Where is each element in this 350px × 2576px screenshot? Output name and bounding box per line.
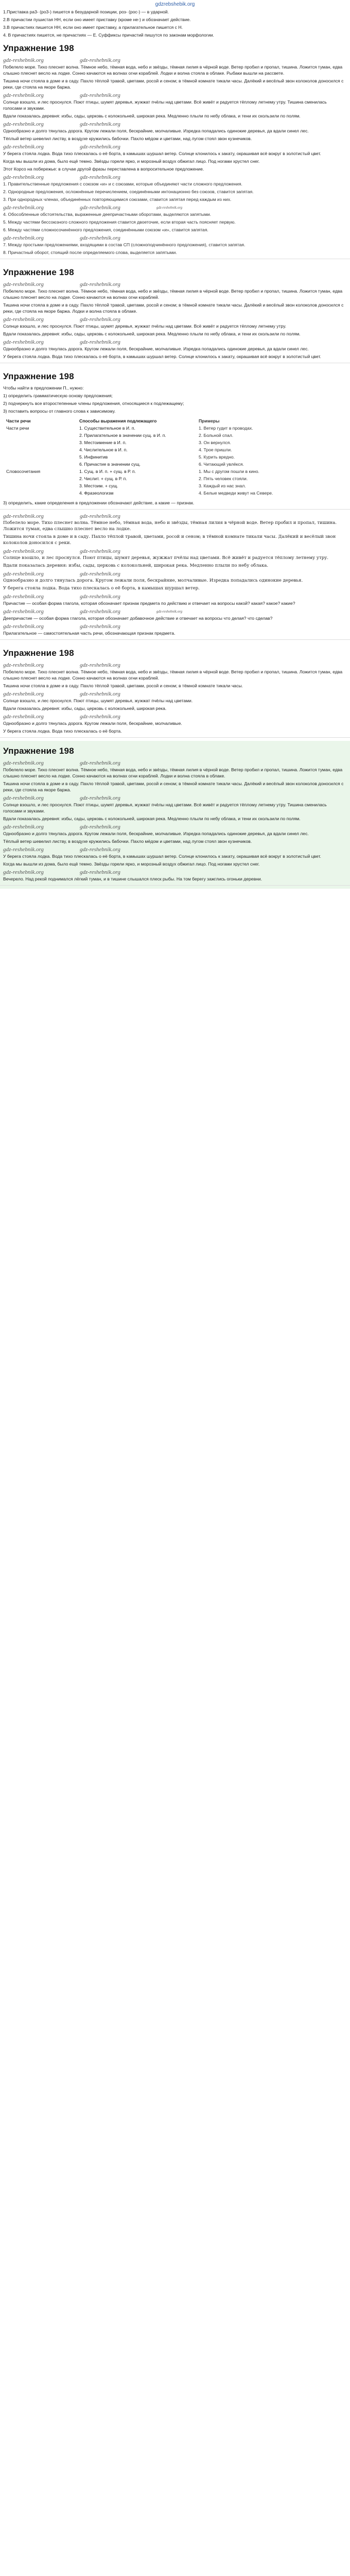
section-s2 — [0, 262, 350, 366]
watermark-text: gdz-reshebnik.org — [79, 235, 120, 241]
text-paragraph: У берега стояла лодка. Вода тихо плескалась о её борта, в камышах шуршал ветер. — [3, 586, 200, 591]
table-cell — [3, 439, 76, 446]
text-paragraph: У берега стояла лодка. Вода тихо плескалась о её борта, в камышах шуршал ветер. Солнце клонилось к закату, окрашивая всё вокруг в золотистый цвет. — [3, 354, 321, 359]
watermark-text: gdz-reshebnik.org — [3, 57, 44, 63]
text-paragraph: Солнце взошло, и лес проснулся. Поют птицы, шумят деревья, жужжат пчёлы над цветами. Всё живёт и радуется тёплому летнему утру. Тишина сменилась голосами и звуками. — [3, 99, 327, 111]
exercise-title: Упражнение 198 — [3, 371, 74, 381]
watermark-text: gdz-reshebnik.org — [3, 691, 44, 697]
table-cell: Части речи — [6, 426, 29, 431]
watermark-text: gdz-reshebnik.org — [79, 316, 120, 323]
step-item: 3) поставить вопросы от главного слова к зависимому. — [3, 409, 116, 414]
note-item: 5. Между частями бессоюзного сложного предложения ставится двоеточие, если вторая часть поясняет первую. — [3, 219, 236, 225]
watermark-text: gdz-reshebnik.org — [3, 623, 44, 630]
text-paragraph: Однообразно и долго тянулась дорога. Кругом лежали поля, бескрайние, молчаливые. Изредка попадались одинокие деревья, да вдали синел лес. — [3, 831, 309, 836]
table-row — [3, 475, 336, 482]
table-cell: 6. Причастие в значении сущ. — [79, 462, 141, 467]
table-cell — [3, 446, 76, 453]
note-item: 8. Причастный оборот, стоящий после определяемого слова, выделяется запятыми. — [3, 250, 177, 255]
grammar-rule: Деепричастие — особая форма глагола, которая обозначает добавочное действие и отвечает на вопросы что делая? что сделав? — [3, 616, 273, 621]
table-row — [3, 439, 336, 446]
watermark-text: gdz-reshebnik.org — [79, 662, 120, 668]
table-row — [3, 453, 336, 461]
watermark-text: gdz-reshebnik.org — [3, 594, 44, 600]
watermark-row — [3, 713, 347, 720]
text-paragraph: Вечерело. Над рекой поднимался лёгкий туман, и в тишине слышался плеск рыбы. На том берегу зажглись огоньки деревни. — [3, 876, 262, 882]
watermark-row — [3, 662, 347, 669]
watermark-text: gdz-reshebnik.org — [3, 205, 44, 211]
watermark-row — [3, 338, 347, 346]
text-paragraph: Когда мы вышли из дома, было ещё темно. Звёзды горели ярко, и морозный воздух обжигал лицо. Под ногами хрустел снег. — [3, 861, 260, 867]
text-paragraph: Тишина ночи стояла в доме и в саду. Пахло тёплой травой, цветами, росой и сеном; в тёмной комнате тикали часы. Далёкий и весёлый звон колоколов доносился с реки, где стояла на якоре баржа. — [3, 78, 344, 90]
table-cell: 3. Местоимение в И. п. — [79, 440, 127, 445]
watermark-text: gdz-reshebnik.org — [3, 760, 44, 766]
intro-rule: 1.Приставка pa3- (po3-) пишется в безударной позиции, роз- (рос-) — в ударной. — [3, 9, 169, 14]
watermark-text: gdz-reshebnik.org — [79, 623, 120, 630]
watermark-text: gdz-reshebnik.org — [79, 714, 120, 720]
intro-rule: 2.В причастии пушистая НН, если оно имеет приставку (кроме не-) и обозначает действие. — [3, 17, 191, 22]
watermark-text: gdz-reshebnik.org — [79, 174, 120, 180]
watermark-text: gdz-reshebnik.org — [79, 339, 120, 345]
watermark-row — [3, 608, 347, 615]
text-paragraph: Вдали показалась деревня: избы, сады, церковь с колокольней, широкая река. Медленно плыли по небу облака, и тени их скользили по полям. — [3, 113, 301, 118]
grammar-rule: Прилагательное — самостоятельная часть речи, обозначающая признак предмета. — [3, 631, 176, 636]
watermark-text: gdz-reshebnik.org — [3, 121, 44, 127]
watermark-text: gdz-reshebnik.org — [79, 92, 120, 98]
table-cell: 4. Числительное в И. п. — [79, 447, 128, 452]
watermark-text: gdz-reshebnik.org — [79, 824, 120, 830]
watermark-row — [3, 92, 347, 99]
text-paragraph: Когда мы вышли из дома, было ещё темно. Звёзды горели ярко, и морозный воздух обжигал лицо. Под ногами хрустел снег. — [3, 159, 260, 164]
table-cell: Словосочетания — [6, 469, 41, 474]
table-cell: 1. Сущ. в И. п. + сущ. в Р. п. — [79, 469, 136, 474]
note-item: 2. Однородные предложения, осложнённые перечислением, соединёнными интонационно без союзов, ставится запятая. — [3, 189, 254, 194]
text-paragraph: Тёплый ветер шевелил листву, в воздухе кружились бабочки. Пахло мёдом и цветами, над лугом стоял звон кузнечиков. — [3, 839, 252, 844]
watermark-row — [3, 234, 347, 242]
watermark-row — [3, 869, 347, 876]
table-cell: 4. Фразеологизм — [79, 490, 114, 496]
text-paragraph: Побелело море. Тихо плеснет волна. Тёмное небо, тёмная вода, небо и звёзды, тёмная лилия в чёрной воде. Ветер пробил и пропал, тишина. Ложится туман, едва слышно плеснет весло на лодке. Сонно качаются на волнах огни кораблей. Лодки и волна стояла в облаке. — [3, 767, 343, 778]
watermark-text: gdz-reshebnik.org — [79, 594, 120, 600]
watermark-text: gdz-reshebnik.org — [79, 548, 120, 554]
table-cell: 1. Существительное в И. п. — [79, 426, 135, 431]
text-paragraph: Вдали показалась деревня: избы, сады, церковь с колокольней, широкая река. — [3, 706, 167, 711]
watermark-text: gdz-reshebnik.org — [3, 846, 44, 853]
table-header-cell: Способы выражения подлежащего — [79, 418, 157, 423]
text-paragraph: Солнце взошло, и лес проснулся. Поют птицы, шумят деревья, жужжат пчёлы над цветами. Всё живёт и радуется тёплому летнему утру. — [3, 555, 329, 561]
table-cell — [3, 482, 76, 489]
watermark-small: gdz-reshebnik.org — [156, 609, 183, 614]
table-cell: 3. Местоим. + сущ. — [79, 483, 118, 488]
text-paragraph: Однообразно и долго тянулась дорога. Кругом лежали поля, бескрайние, молчаливые. Изредка попадались одинокие деревья. — [3, 578, 303, 583]
note-item: 7. Между простыми предложениями, входящими в состав СП (сложноподчинённого предложения), ставится запятая. — [3, 242, 246, 247]
table-row — [3, 468, 336, 475]
table-cell: 2. Больной спал. — [199, 433, 234, 438]
table-row — [3, 482, 336, 489]
watermark-text: gdz-reshebnik.org — [3, 144, 44, 150]
table-cell: 3. Каждый из нас знал. — [199, 483, 246, 488]
text-paragraph: У берега стояла лодка. Вода тихо плескалась о её борта, в камышах шуршал ветер. Солнце клонилось к закату, окрашивая всё вокруг в золотистый цвет. — [3, 151, 321, 156]
text-paragraph: Тишина ночи стояла в доме и в саду. Пахло тёплой травой, цветами, росой и сеном; в тёмной комнате тикали часы. Далёкий и весёлый звон колоколов доносился с реки, где стояла на якоре баржа. — [3, 781, 344, 792]
subtitle: Чтобы найти в предложении П., нужно: — [3, 385, 84, 391]
section-divider — [0, 639, 350, 640]
watermark-text: gdz-reshebnik.org — [3, 174, 44, 180]
exercise-title: Упражнение 198 — [3, 746, 74, 756]
watermark-text: gdz-reshebnik.org — [3, 92, 44, 98]
watermark-text: gdz-reshebnik.org — [79, 608, 120, 615]
watermark-row — [3, 281, 347, 288]
text-paragraph: Тёплый ветер шевелил листву, в воздухе кружились бабочки. Пахло мёдом и цветами, над лугом стоял звон кузнечиков. — [3, 136, 252, 141]
table-cell — [3, 461, 76, 468]
table-cell: 5. Инфинитив — [79, 454, 108, 460]
table-row — [3, 432, 336, 439]
grammar-rule: Причастие — особая форма глагола, которая обозначает признак предмета по действию и отвечает на вопросы какой? какая? какое? какие? — [3, 601, 295, 606]
table-row — [3, 446, 336, 453]
watermark-text: gdz-reshebnik.org — [79, 846, 120, 853]
text-paragraph: Тишина ночи стояла в доме и в саду. Пахло тёплой травой, цветами, росой и сеном; в тёмной комнате тикали часы. Далёкий и весёлый звон колоколов доносился с реки, где стояла на якоре баржа. Лодки и волна стояла в облаке. — [3, 302, 344, 314]
watermark-row — [3, 513, 347, 520]
text-paragraph: Побелело море. Тихо плеснет волна. Тёмное небо, тёмная вода, небо и звёзды, тёмная лилия в чёрной воде. Ветер пробил и пропал, тишина. Ложится туман, едва слышно плеснет весло на лодке. — [3, 520, 337, 532]
text-paragraph: Однообразно и долго тянулась дорога. Кругом лежали поля, бескрайние, молчаливые. Изредка попадались одинокие деревья, да вдали синел лес. — [3, 346, 309, 351]
watermark-row — [3, 57, 347, 64]
text-paragraph: Побелело море. Тихо плеснет волна. Тёмное небо, тёмная вода, небо и звёзды, тёмная лилия в чёрной воде. Ветер пробил и пропал, тишина. Ложится туман, едва слышно плеснет весло на лодке. Сонно качаются на волнах огни кораблей. — [3, 289, 343, 300]
table-note: 3) определить, какие определения в предложении обозначают действие, а какие — признак. — [3, 500, 195, 505]
watermark-text: gdz-reshebnik.org — [3, 571, 44, 577]
table-cell: 1. Ветер гудит в проводах. — [199, 426, 253, 431]
text-paragraph: Однообразно и долго тянулась дорога. Кругом лежали поля, бескрайние, молчаливые. — [3, 721, 182, 726]
text-paragraph: Вдали показалась деревня: избы, сады, церковь с колокольней, широкая река. Медленно плыли по небу облака, и тени их скользили по полям. — [3, 331, 301, 336]
watermark-text: gdz-reshebnik.org — [79, 795, 120, 801]
watermark-text: gdz-reshebnik.org — [3, 662, 44, 668]
watermark-text: gdz-reshebnik.org — [79, 281, 120, 287]
exercise-title: Упражнение 198 — [3, 648, 74, 658]
watermark-text: gdz-reshebnik.org — [3, 316, 44, 323]
text-paragraph: Солнце взошло, и лес проснулся. Поют птицы, шумят деревья, жужжат пчёлы над цветами. — [3, 698, 193, 703]
watermark-row — [3, 846, 347, 853]
table-cell: 2. Пять человек стояли. — [199, 476, 248, 481]
watermark-text: gdz-reshebnik.org — [79, 205, 120, 211]
step-item: 1) определить грамматическую основу предложения; — [3, 393, 113, 398]
watermark-text: gdz-reshebnik.org — [3, 281, 44, 287]
table-cell: 6. Читающий увлёкся. — [199, 462, 244, 467]
table-cell — [3, 453, 76, 461]
watermark-text: gdz-reshebnik.org — [79, 760, 120, 766]
section-s6 — [0, 741, 350, 889]
watermark-text: gdz-reshebnik.org — [79, 121, 120, 127]
step-item: 2) подчеркнуть все второстепенные члены предложения, относящиеся к подлежащему; — [3, 401, 184, 406]
section-divider — [0, 885, 350, 886]
watermark-text: gdz-reshebnik.org — [3, 513, 44, 519]
watermark-row — [3, 204, 347, 211]
watermark-text: gdz-reshebnik.org — [3, 714, 44, 720]
table-header-row — [3, 417, 336, 425]
text-paragraph: Солнце взошло, и лес проснулся. Поют птицы, шумят деревья, жужжат пчёлы над цветами. Всё живёт и радуется тёплому летнему утру. — [3, 324, 287, 329]
text-paragraph: Вдали показалась деревня: избы, сады, церковь с колокольней, широкая река. Медленно плыли по небу облака, и тени их скользили по полям. — [3, 816, 301, 821]
section-s1 — [0, 9, 350, 262]
watermark-text: gdz-reshebnik.org — [3, 548, 44, 554]
note-item: 3. При однородных членах, объединённых повторяющимися союзами, ставится запятая перед каждым из них. — [3, 197, 232, 202]
table-cell: 4. Белые медведи живут на Севере. — [199, 490, 273, 496]
table-cell — [3, 489, 76, 497]
text-paragraph: Побелело море. Тихо плеснет волна. Тёмное небо, тёмная вода, небо и звёзды, тёмная лилия в чёрной воде. Ветер пробил и пропал, тишина. Ложится туман, едва слышно плеснет весло на лодке. Сонно качаются на волнах огни кораблей. — [3, 669, 343, 681]
watermark-text: gdz-reshebnik.org — [3, 608, 44, 615]
text-paragraph: Вдали показалась деревня: избы, сады, церковь с колокольней, широкая река. Медленно плыли по небу облака. — [3, 563, 269, 568]
intro-rule: 4. В причастиях пишется, не причастиях — Е. Суффиксы причастий пишутся по законам морфологии. — [3, 32, 214, 38]
text-paragraph: У берега стояла лодка. Вода тихо плескалась о её борта. — [3, 728, 122, 734]
table-row — [3, 461, 336, 468]
watermark-row — [3, 623, 347, 630]
table-cell: 2. Прилагательное в значении сущ. в И. п. — [79, 433, 166, 438]
exercise-title: Упражнение 198 — [3, 267, 74, 277]
watermark-text: gdz-reshebnik.org — [79, 571, 120, 577]
watermark-text: gdz-reshebnik.org — [79, 869, 120, 875]
section-s5 — [0, 643, 350, 741]
watermark-text: gdz-reshebnik.org — [3, 824, 44, 830]
watermark-text: gdz-reshebnik.org — [3, 795, 44, 801]
section-divider — [0, 737, 350, 738]
watermark-text: gdz-reshebnik.org — [79, 144, 120, 150]
section-s3 — [0, 366, 350, 513]
table-header-cell: Части речи — [6, 418, 31, 423]
table-cell — [3, 475, 76, 482]
section-s4 — [0, 513, 350, 643]
table-header-cell: Примеры — [199, 418, 220, 423]
watermark-row — [3, 690, 347, 698]
section-divider — [0, 509, 350, 510]
text-paragraph: Побелело море. Тихо плеснет волна. Тёмное небо, тёмная вода, небо и звёзды, тёмная лилия в чёрной воде. Ветер пробил и пропал, тишина. Ложится туман, едва слышно плеснет весло на лодке. Сонно качаются на волнах огни кораблей. Лодки и волна стояла в облаке. Рыбаки вышли на рассвете. — [3, 64, 343, 76]
text-paragraph: Однообразно и долго тянулась дорога. Кругом лежали поля, бескрайние, молчаливые. Изредка попадались одинокие деревья, да вдали синел лес. — [3, 128, 309, 133]
watermark-text: gdz-reshebnik.org — [3, 235, 44, 241]
watermark-row — [3, 593, 347, 600]
table-row — [3, 425, 336, 432]
table-row — [3, 489, 336, 497]
exercise-title: Упражнение 198 — [3, 43, 74, 53]
watermark-row — [3, 174, 347, 181]
table-cell: 3. Он вернулся. — [199, 440, 231, 445]
note-item: 4. Обособленные обстоятельства, выраженные деепричастными оборотами, выделяются запятыми. — [3, 212, 212, 217]
watermark-text: gdz-reshebnik.org — [79, 691, 120, 697]
site-header-link[interactable]: gdzrebshebik.org — [155, 2, 195, 7]
grammar-table — [3, 417, 336, 497]
watermark-row — [3, 143, 347, 150]
watermark-text: gdz-reshebnik.org — [79, 57, 120, 63]
table-cell: 5. Курить вредно. — [199, 454, 235, 460]
text-paragraph: Солнце взошло, и лес проснулся. Поют птицы, шумят деревья, жужжат пчёлы над цветами. Всё живёт и радуется тёплому летнему утру. Тишина сменилась голосами и звуками. — [3, 802, 327, 814]
intro-rule: 3.В причастиях пишется НН, если оно имеет приставку, а прилагательное пишется с Н. — [3, 25, 183, 30]
text-paragraph: У берега стояла лодка. Вода тихо плескалась о её борта, в камышах шуршал ветер. Солнце клонилось к закату, окрашивая всё вокруг в золотистый цвет. — [3, 854, 321, 859]
table-cell: 2. Числит. + сущ. в Р. п. — [79, 476, 127, 481]
text-paragraph: Тишина ночи стояла в доме и в саду. Пахло тёплой травой, цветами, росой и сеном; в тёмной комнате тикали часы. — [3, 683, 243, 688]
watermark-text: gdz-reshebnik.org — [3, 339, 44, 345]
watermark-text: gdz-reshebnik.org — [3, 869, 44, 875]
watermark-row — [3, 794, 347, 802]
watermark-row — [3, 759, 347, 767]
watermark-text: gdz-reshebnik.org — [79, 513, 120, 519]
note-item: 1. Правительственные предложения с союзом «и» и с союзами, которые объединяют части сложного предложения. — [3, 181, 242, 187]
table-cell — [3, 432, 76, 439]
watermark-row — [3, 548, 347, 555]
watermark-small: gdz-reshebnik.org — [156, 206, 183, 210]
watermark-row — [3, 316, 347, 323]
notes-title: Этот Корсо на побережье: в случае другой фразы переставлена в вопросительное предложение. — [3, 166, 204, 172]
watermark-row — [3, 570, 347, 578]
watermark-row — [3, 121, 347, 128]
table-cell: 4. Трое пришли. — [199, 447, 232, 452]
text-paragraph: Тишина ночи стояла в доме и в саду. Пахло тёплой травой, цветами, росой и сеном; в тёмной комнате тикали часы. Далёкий и весёлый звон колоколов доносился с реки. — [3, 534, 336, 546]
table-cell: 1. Мы с другом пошли в кино. — [199, 469, 259, 474]
note-item: 6. Между частями сложносочинённого предложения, соединёнными союзом «и», ставится запятая. — [3, 227, 208, 232]
watermark-row — [3, 823, 347, 831]
